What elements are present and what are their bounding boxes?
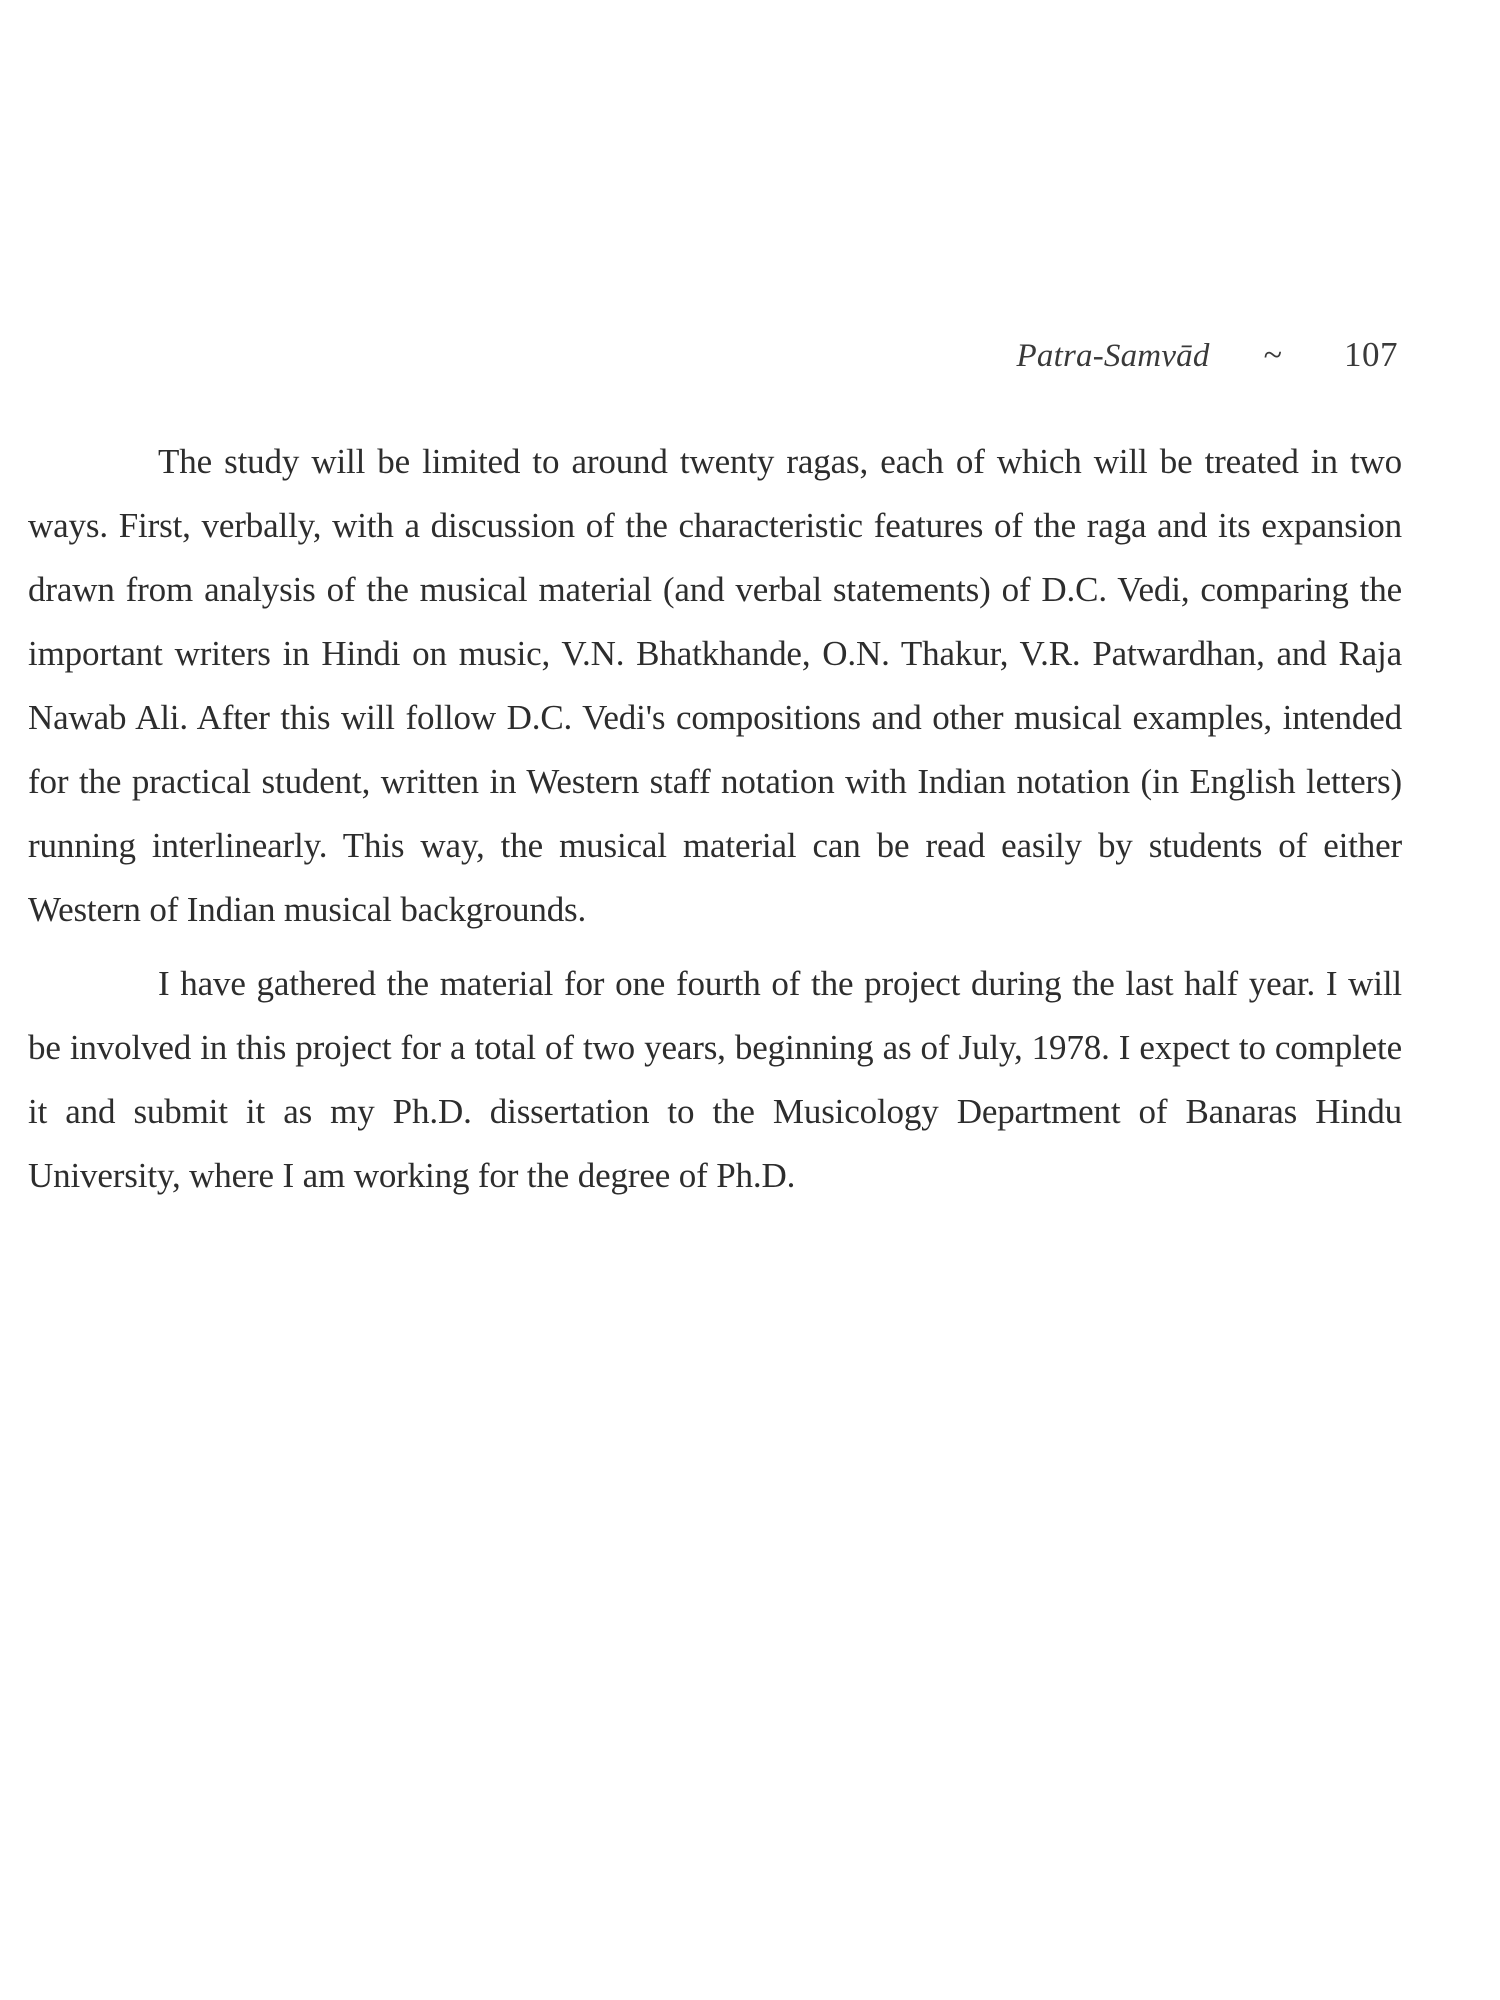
running-head-separator: ~ — [1263, 337, 1282, 374]
paragraph-study-scope: The study will be limited to around twenty ragas, each of which will be treated in two ways. First, verbally, with a discussion of the characteristic features of the raga and its expansion drawn from analysis of the musical material (and verbal statements) of D.C. Vedi, comparing the important writers in Hindi on music, V.N. Bhatkhande, O.N. Thakur, V.R. Patwardhan, and Raja Nawab Ali. After this will follow D.C. Vedi's compositions and other musical examples, intended for the practical student, written in Western staff notation with Indian notation (in English letters) running interlinearly. This way, the musical material can be read easily by students of either Western of Indian musical backgrounds. — [28, 442, 1402, 929]
running-title: Patra-Samvād — [1016, 338, 1210, 374]
paragraph-project-progress: I have gathered the material for one fourth of the project during the last half year. I will be involved in this project for a total of two years, beginning as of July, 1978. I expect to complete it and submit it as my Ph.D. dissertation to the Musicology Department of Banaras Hindu University, where I am working for the degree of Ph.D. — [28, 964, 1402, 1195]
page-number: 107 — [1344, 335, 1398, 374]
body-text — [28, 430, 1402, 1208]
running-head — [1017, 335, 1398, 379]
